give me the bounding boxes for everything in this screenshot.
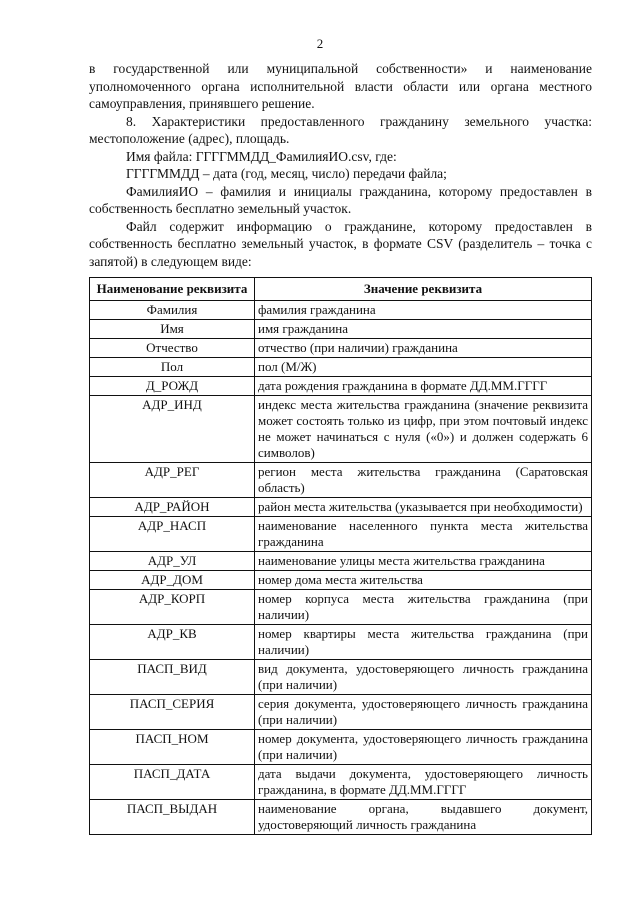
requisite-value: отчество (при наличии) гражданина xyxy=(255,339,592,358)
table-row xyxy=(90,463,592,498)
table-row xyxy=(90,660,592,695)
requisite-value: регион места жительства гражданина (Саратовская область) xyxy=(255,463,592,498)
table-row xyxy=(90,339,592,358)
table-header-row xyxy=(90,278,592,301)
requisite-name: АДР_УЛ xyxy=(90,552,255,571)
header-requisite-value: Значение реквизита xyxy=(255,278,592,301)
requisite-name: АДР_КВ xyxy=(90,625,255,660)
table-row xyxy=(90,730,592,765)
paragraph: в государственной или муниципальной собственности» и наименование уполномоченного органа исполнительной власти области или органа местного самоуправления, принявшего решение. xyxy=(89,61,592,111)
requisite-name: АДР_КОРП xyxy=(90,590,255,625)
body-text xyxy=(89,60,592,270)
requisite-name: АДР_РЕГ xyxy=(90,463,255,498)
table-row xyxy=(90,377,592,396)
requisite-name: ПАСП_НОМ xyxy=(90,730,255,765)
paragraph: ФамилияИО – фамилия и инициалы гражданина, которому предоставлен в собственность бесплатно земельный участок. xyxy=(89,183,592,216)
table-row xyxy=(90,396,592,463)
paragraph: Файл содержит информацию о гражданине, которому предоставлен в собственность бесплатно земельный участок, в формате CSV (разделитель – точка с запятой) в следующем виде: xyxy=(89,218,592,269)
requisite-name: ПАСП_СЕРИЯ xyxy=(90,695,255,730)
table-row xyxy=(90,498,592,517)
table-row xyxy=(90,625,592,660)
requisite-value: дата рождения гражданина в формате ДД.ММ.ГГГГ xyxy=(255,377,592,396)
requisite-value: наименование населенного пункта места жительства гражданина xyxy=(255,517,592,552)
requisite-value: номер квартиры места жительства гражданина (при наличии) xyxy=(255,625,592,660)
paragraph: 8. Характеристики предоставленного гражданину земельного участка: местоположение (адрес), площадь. xyxy=(89,113,592,146)
requisite-value: фамилия гражданина xyxy=(255,301,592,320)
requisite-value: индекс места жительства гражданина (значение реквизита может состоять только из цифр, при этом почтовый индекс не может начинаться с нуля («0») и должен содержать 6 символов) xyxy=(255,396,592,463)
requisite-value: номер корпуса места жительства гражданина (при наличии) xyxy=(255,590,592,625)
paragraph: ГГГГММДД – дата (год, месяц, число) передачи файла; xyxy=(126,166,447,181)
requisite-name: ПАСП_ВИД xyxy=(90,660,255,695)
requisite-name: Имя xyxy=(90,320,255,339)
requisite-name: Д_РОЖД xyxy=(90,377,255,396)
table-row xyxy=(90,695,592,730)
requisite-value: наименование улицы места жительства гражданина xyxy=(255,552,592,571)
table-row xyxy=(90,552,592,571)
requisite-value: район места жительства (указывается при необходимости) xyxy=(255,498,592,517)
requisite-name: Пол xyxy=(90,358,255,377)
requisite-value: вид документа, удостоверяющего личность гражданина (при наличии) xyxy=(255,660,592,695)
table-row xyxy=(90,571,592,590)
paragraph: Имя файла: ГГГГММДД_ФамилияИО.csv, где: xyxy=(126,148,397,164)
table-row xyxy=(90,590,592,625)
page-number: 2 xyxy=(316,36,324,51)
table-row xyxy=(90,301,592,320)
table-row xyxy=(90,358,592,377)
table-row xyxy=(90,320,592,339)
requisite-name: АДР_ДОМ xyxy=(90,571,255,590)
requisite-value: наименование органа, выдавшего документ, удостоверяющий личность гражданина xyxy=(255,800,592,835)
requisite-value: номер документа, удостоверяющего личность гражданина (при наличии) xyxy=(255,730,592,765)
table-row xyxy=(90,800,592,835)
table-row xyxy=(90,765,592,800)
requisite-value: серия документа, удостоверяющего личность гражданина (при наличии) xyxy=(255,695,592,730)
requisite-name: АДР_РАЙОН xyxy=(90,498,255,517)
requisite-value: пол (М/Ж) xyxy=(255,358,592,377)
requisite-name: ПАСП_ДАТА xyxy=(90,765,255,800)
requisites-table xyxy=(89,277,592,835)
requisite-name: Отчество xyxy=(90,339,255,358)
requisite-name: Фамилия xyxy=(90,301,255,320)
requisite-name: АДР_НАСП xyxy=(90,517,255,552)
requisite-name: ПАСП_ВЫДАН xyxy=(90,800,255,835)
header-requisite-name: Наименование реквизита xyxy=(90,278,255,301)
requisite-value: номер дома места жительства xyxy=(255,571,592,590)
requisite-value: имя гражданина xyxy=(255,320,592,339)
table-row xyxy=(90,517,592,552)
requisite-value: дата выдачи документа, удостоверяющего личность гражданина, в формате ДД.ММ.ГГГГ xyxy=(255,765,592,800)
requisite-name: АДР_ИНД xyxy=(90,396,255,463)
